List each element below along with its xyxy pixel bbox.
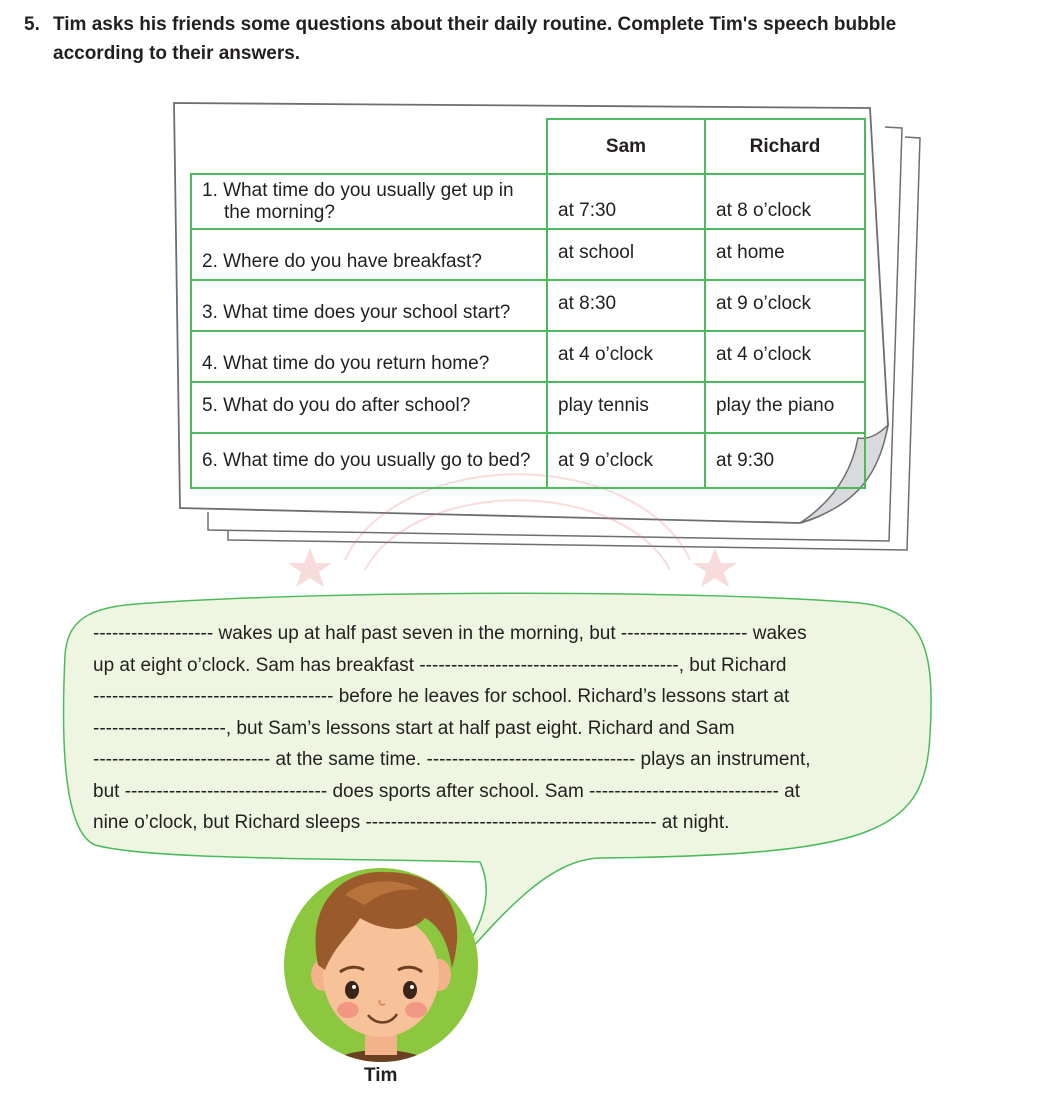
- bubble-line-2: up at eight o’clock. Sam has breakfast -----------------------------------------, but Richard: [93, 654, 787, 676]
- bubble-line-5: ---------------------------- at the same time. --------------------------------- plays an instrument,: [93, 749, 811, 770]
- question-cell: 3. What time does your school start?: [191, 280, 547, 331]
- bubble-line-3: -------------------------------------- before he leaves for school. Richard’s lessons start at: [93, 686, 790, 707]
- bubble-line-1: ------------------- wakes up at half past seven in the morning, but -------------------- wakes: [93, 623, 807, 644]
- sam-answer-cell: at school: [547, 229, 705, 280]
- table-header-empty: [191, 119, 547, 174]
- sam-answer-cell: play tennis: [547, 382, 705, 433]
- table-row: [191, 433, 865, 488]
- speech-bubble-text: [93, 618, 913, 839]
- table-header-sam: Sam: [547, 119, 705, 174]
- bubble-line-6: but -------------------------------- does sports after school. Sam ------------------------------ at: [93, 780, 800, 802]
- table-row: [191, 382, 865, 433]
- routine-table: [190, 118, 866, 489]
- instruction-line-1: Tim asks his friends some questions about their daily routine. Complete Tim's speech bubble: [53, 14, 897, 35]
- richard-answer-cell: at 8 o’clock: [705, 174, 865, 229]
- richard-answer-cell: at 4 o’clock: [705, 331, 865, 382]
- table-row: [191, 174, 865, 229]
- sam-answer-cell: at 8:30: [547, 280, 705, 331]
- table-header-row: [191, 119, 865, 174]
- tim-avatar: [284, 868, 478, 1065]
- richard-answer-cell: at 9 o’clock: [705, 280, 865, 331]
- question-cell: 6. What time do you usually go to bed?: [191, 433, 547, 488]
- sam-answer-cell: at 9 o’clock: [547, 433, 705, 488]
- question-cell: 5. What do you do after school?: [191, 382, 547, 433]
- question-cell: 4. What time do you return home?: [191, 331, 547, 382]
- table-header-richard: Richard: [705, 119, 865, 174]
- question-cell: 2. Where do you have breakfast?: [191, 229, 547, 280]
- richard-answer-cell: at 9:30: [705, 433, 865, 488]
- instruction-line-2: according to their answers.: [53, 43, 301, 64]
- bubble-line-7: nine o’clock, but Richard sleeps ---------------------------------------------- at night.: [93, 812, 730, 833]
- table-row: [191, 280, 865, 331]
- table-row: [191, 331, 865, 382]
- richard-answer-cell: at home: [705, 229, 865, 280]
- bubble-line-4: ---------------------, but Sam’s lessons start at half past eight. Richard and Sam: [93, 717, 735, 739]
- richard-answer-cell: play the piano: [705, 382, 865, 433]
- table-row: [191, 229, 865, 280]
- sam-answer-cell: at 7:30: [547, 174, 705, 229]
- question-cell: 1. What time do you usually get up in the morning?: [191, 174, 547, 229]
- sam-answer-cell: at 4 o’clock: [547, 331, 705, 382]
- tim-name-label: Tim: [364, 1065, 398, 1086]
- exercise-number: 5.: [24, 14, 40, 35]
